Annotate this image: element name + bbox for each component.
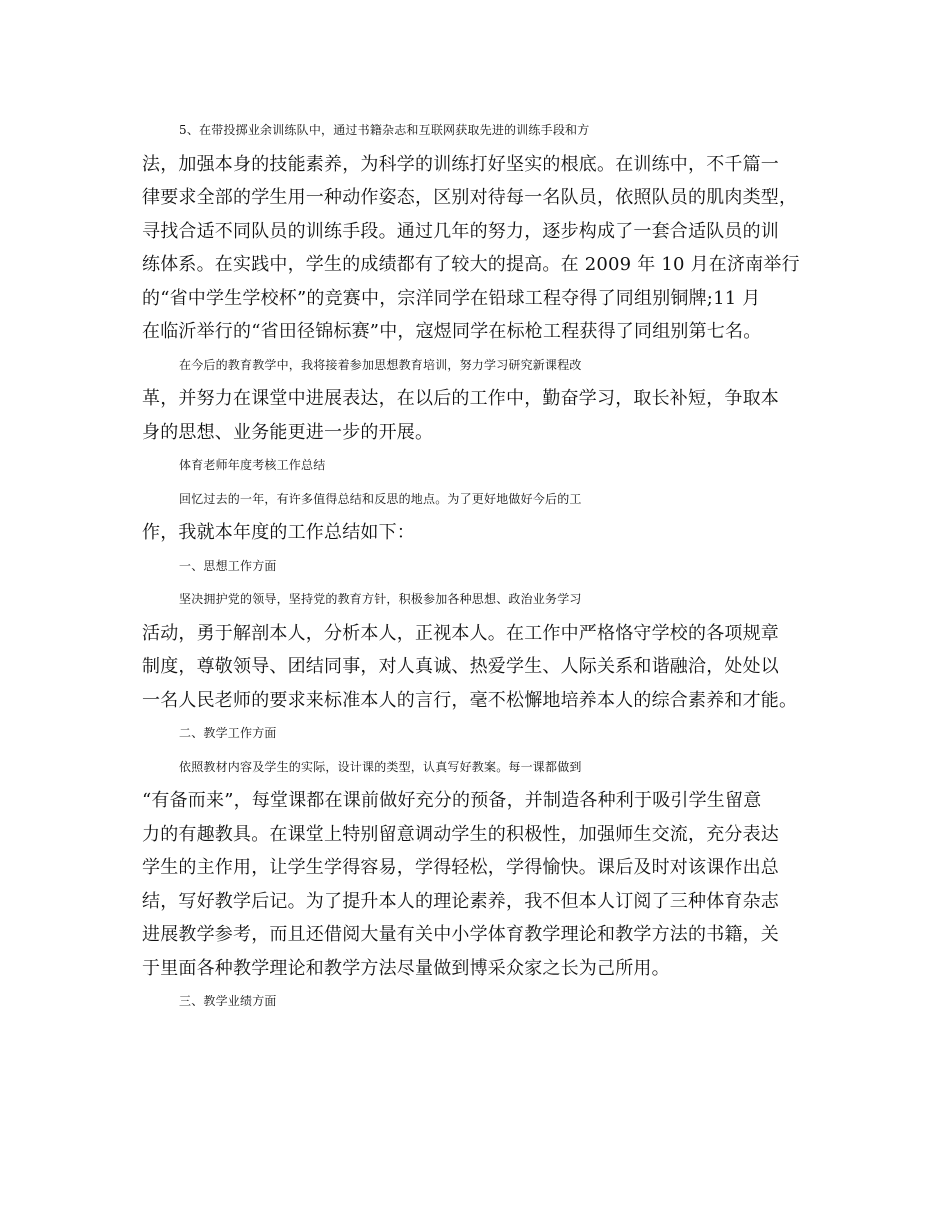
text-line: 身的思想、业务能更进一步的开展。: [142, 421, 434, 443]
text-line: 力的有趣教具。在课堂上特别留意调动学生的积极性，加强师生交流，充分表达: [142, 823, 779, 845]
document-body: [142, 114, 808, 1019]
text-line: 结，写好教学后记。为了提升本人的理论素养，我不但本人订阅了三种体育杂志: [142, 890, 779, 912]
text-line: 在临沂举行的“省田径锦标赛”中，寇煜同学在标枪工程获得了同组别第七名。: [142, 321, 762, 342]
text-line: 学生的主作用，让学生学得容易，学得轻松，学得愉快。课后及时对该课作出总: [142, 857, 779, 878]
text-line: 三、教学业绩方面: [179, 994, 277, 1008]
text-line: 体育老师年度考核工作总结: [179, 458, 326, 472]
text-line: 5、在带投掷业余训练队中，通过书籍杂志和互联网获取先进的训练手段和方: [179, 123, 590, 137]
text-line: 进展教学参考，而且还借阅大量有关中小学体育教学理论和教学方法的书籍，关: [142, 924, 779, 945]
text-line: 练体系。在实践中，学生的成绩都有了较大的提高。在 2009 年 10 月在济南举行: [142, 254, 800, 275]
text-line: 革，并努力在课堂中进展表达，在以后的工作中，勤奋学习，取长补短，争取本: [142, 388, 779, 409]
text-line: 于里面各种教学理论和教学方法尽量做到博采众家之长为己所用。: [142, 957, 670, 979]
text-line: 法，加强本身的技能素养，为科学的训练打好坚实的根底。在训练中，不千篇一: [142, 153, 779, 175]
text-line: 的“省中学生学校杯”的竞赛中，宗洋同学在铅球工程夺得了同组别铜牌;11 月: [142, 287, 761, 309]
text-line: “有备而来”，每堂课都在课前做好充分的预备，并制造各种利于吸引学生留意: [142, 790, 762, 811]
text-line: 二、教学工作方面: [179, 726, 277, 740]
text-line: 坚决拥护党的领导，坚持党的教育方针，积极参加各种思想、政治业务学习: [179, 592, 582, 606]
text-line: 律要求全部的学生用一种动作姿态，区别对待每一名队员，依照队员的肌肉类型，: [142, 187, 798, 208]
text-line: 作，我就本年度的工作总结如下：: [142, 522, 415, 543]
text-line: 寻找合适不同队员的训练手段。通过几年的努力，逐步构成了一套合适队员的训: [142, 220, 779, 242]
text-line: 一、思想工作方面: [179, 558, 277, 573]
text-line: 在今后的教育教学中，我将接着参加思想教育培训，努力学习研究新课程改: [179, 357, 582, 372]
text-line: 依照教材内容及学生的实际，设计课的类型，认真写好教案。每一课都做到: [179, 759, 582, 774]
text-line: 一名人民老师的要求来标准本人的言行，毫不松懈地培养本人的综合素养和才能。: [142, 689, 798, 711]
text-line: 制度，尊敬领导、团结同事，对人真诚、热爱学生、人际关系和谐融洽，处处以: [142, 656, 779, 677]
text-line: 活动，勇于解剖本人，分析本人，正视本人。在工作中严格恪守学校的各项规章: [142, 622, 779, 644]
text-line: 回忆过去的一年，有许多值得总结和反思的地点。为了更好地做好今后的工: [179, 491, 582, 506]
